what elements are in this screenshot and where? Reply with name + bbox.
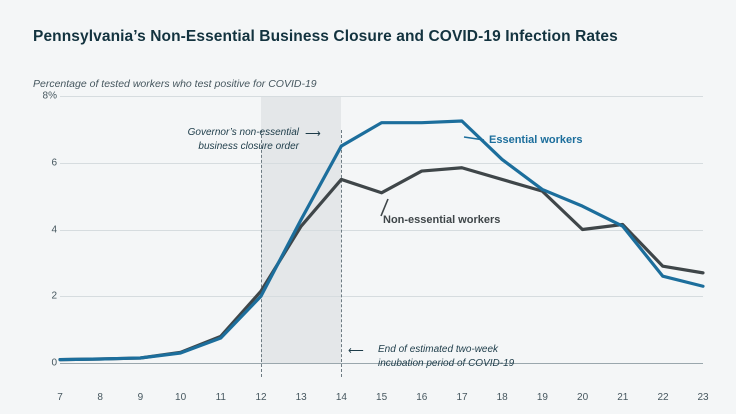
x-tick-label-17: 17 [456, 392, 468, 403]
x-axis-tick-labels [33, 392, 709, 408]
page-title: Pennsylvania’s Non-Essential Business Closure and COVID-19 Infection Rates [33, 28, 618, 45]
y-tick-label-0: 0 [51, 357, 57, 369]
annotation-incubation-end-line1: End of estimated two-week [378, 344, 499, 355]
leader-line-essential [464, 137, 484, 140]
x-tick-label-11: 11 [215, 392, 226, 403]
x-tick-label-13: 13 [295, 392, 307, 403]
x-tick-label-22: 22 [657, 392, 669, 403]
x-tick-label-18: 18 [496, 392, 508, 403]
x-tick-label-12: 12 [255, 392, 267, 403]
annotation-incubation-end-line2: incubation period of COVID-19 [378, 357, 515, 369]
x-tick-label-19: 19 [536, 392, 548, 403]
y-tick-label-8: 8% [42, 90, 57, 102]
y-tick-label-4: 4 [51, 224, 57, 235]
x-tick-label-21: 21 [617, 392, 629, 403]
chart-plot-area [33, 90, 703, 386]
x-tick-label-14: 14 [335, 392, 347, 403]
annotation-closure-order-line1: Governor’s non-essential [187, 127, 299, 138]
annotation-closure-order-line2: business closure order [198, 140, 299, 152]
x-tick-label-20: 20 [577, 392, 589, 403]
x-tick-label-15: 15 [376, 392, 388, 403]
y-tick-label-6: 6 [51, 157, 57, 169]
leader-line-nonessential [381, 199, 388, 216]
chart-subtitle: Percentage of tested workers who test positive for COVID-19 [33, 78, 317, 90]
x-tick-label-7: 7 [57, 392, 63, 403]
x-tick-label-10: 10 [175, 392, 187, 403]
x-tick-label-9: 9 [137, 392, 144, 403]
y-tick-label-2: 2 [51, 290, 57, 302]
x-tick-label-16: 16 [416, 392, 428, 403]
x-tick-label-23: 23 [697, 392, 709, 403]
series-label-nonessential: Non-essential workers [383, 214, 501, 226]
arrow-left-icon-incubation: ⟵ [348, 345, 364, 357]
x-tick-label-8: 8 [97, 392, 103, 403]
series-label-essential: Essential workers [489, 134, 583, 146]
arrow-right-icon-closure: ⟶ [305, 128, 321, 140]
series-label-leader-lines [33, 96, 703, 386]
